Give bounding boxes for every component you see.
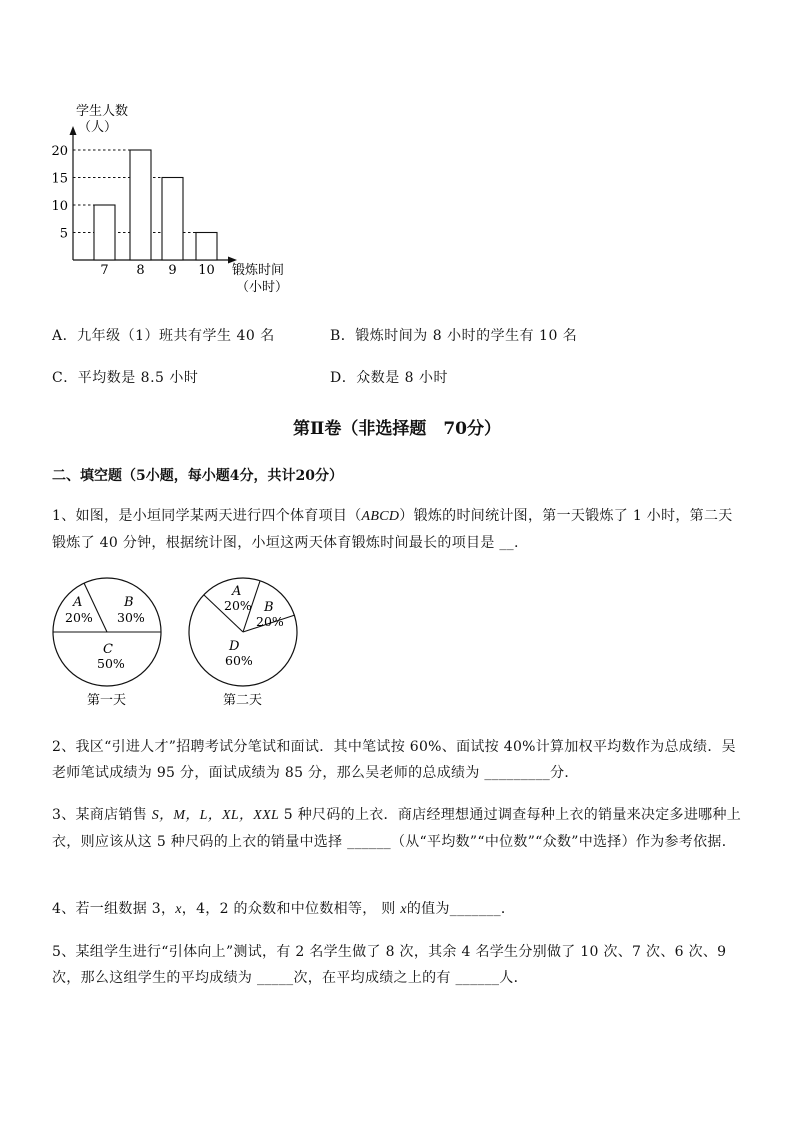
option-c: C．平均数是 8.5 小时	[52, 370, 199, 386]
bar-10	[196, 233, 217, 261]
q1-variable: ABCD	[361, 509, 400, 524]
pie-day2-caption: 第二天	[223, 693, 263, 708]
bar-9	[162, 178, 183, 261]
bar-8	[130, 150, 151, 260]
x-tick-10: 10	[198, 263, 215, 278]
bar-7	[94, 205, 115, 260]
q4-text-2: ，4，2 的众数和中位数相等， 则	[181, 901, 401, 917]
x-tick-9: 9	[168, 263, 177, 278]
pie-day2-label-d: D	[229, 639, 240, 654]
q1-text-start: 1、如图，是小垣同学某两天进行四个体育项目（	[52, 508, 362, 524]
option-a: A．九年级（1）班共有学生 40 名	[52, 328, 275, 344]
pie-day2-pct-d: 60%	[225, 653, 253, 668]
y-axis-label: 学生人数	[76, 104, 129, 119]
pie-day1-pct-b: 30%	[117, 610, 145, 625]
q3-text-start: 3、某商店销售	[52, 807, 152, 823]
pie-day1-pct-a: 20%	[65, 610, 93, 625]
pie-day2-pct-a: 20%	[224, 598, 252, 613]
q4-text-3: 的值为_______．	[406, 901, 516, 917]
q4-variable-2: x	[400, 902, 407, 917]
pie-day2-pct-b: 20%	[256, 614, 284, 629]
x-axis-unit: （小时）	[236, 280, 289, 295]
pie-day1-caption: 第一天	[87, 693, 127, 708]
q1-text-end: ）锻炼的时间统计图，第一天锻炼了 1 小时，第二天锻炼了 40 分钟，根据统计图，小垣这两天体育锻炼时间最长的项目是 __.	[52, 508, 733, 551]
q4-text-1: 4、若一组数据 3，	[52, 901, 176, 917]
y-tick-20: 20	[51, 144, 68, 159]
pie-day2-label-b: B	[264, 600, 274, 615]
y-tick-5: 5	[59, 226, 68, 242]
pie-charts	[0, 570, 320, 715]
section-heading: 二、填空题（5小题，每小题4分，共计20分）	[52, 468, 343, 484]
option-d: D．众数是 8 小时	[330, 370, 449, 386]
x-tick-7: 7	[100, 263, 109, 278]
pie-day2-label-a: A	[232, 584, 242, 599]
pie-day1-pct-c: 50%	[97, 656, 125, 671]
question-1	[52, 503, 742, 556]
question-5: 5、某组学生进行“引体向上”测试，有 2 名学生做了 8 次，其余 4 名学生分别做了 10 次、7 次、6 次、9 次，那么这组学生的平均成绩为 _____次，在平均成绩之上的有 ______人．	[52, 944, 727, 986]
q3-variables: S，M，L，XL，XXL	[151, 808, 280, 823]
x-tick-8: 8	[136, 263, 145, 278]
y-axis-unit: （人）	[78, 120, 118, 135]
x-axis-label: 锻炼时间	[232, 263, 285, 278]
y-axis-arrow	[70, 126, 77, 135]
y-tick-15: 15	[51, 171, 68, 187]
option-b: B．锻炼时间为 8 小时的学生有 10 名	[330, 328, 578, 344]
question-2: 2、我区“引进人才”招聘考试分笔试和面试．其中笔试按 60%、面试按 40%计算加权平均数作为总成绩．吴老师笔试成绩为 95 分，面试成绩为 85 分，那么吴老师的总成绩为 _________分．	[52, 739, 736, 781]
q4-variable-1: x	[175, 902, 182, 917]
pie-day1-label-b: B	[124, 595, 134, 610]
question-4	[52, 896, 742, 923]
y-tick-10: 10	[51, 199, 68, 214]
part-title: 第Ⅱ卷（非选择题 70分）	[293, 419, 501, 439]
q3-text-end: 5 种尺码的上衣．商店经理想通过调查每种上衣的销量来决定多进哪种上衣，则应该从这 5 种尺码的上衣的销量中选择 ______（从“平均数”“中位数”“众数”中选择）作为参考依据．	[52, 807, 742, 850]
pie-day1-label-a: A	[73, 595, 83, 610]
pie-day1-label-c: C	[103, 642, 113, 657]
bar-chart	[0, 0, 320, 300]
question-3	[52, 802, 742, 855]
